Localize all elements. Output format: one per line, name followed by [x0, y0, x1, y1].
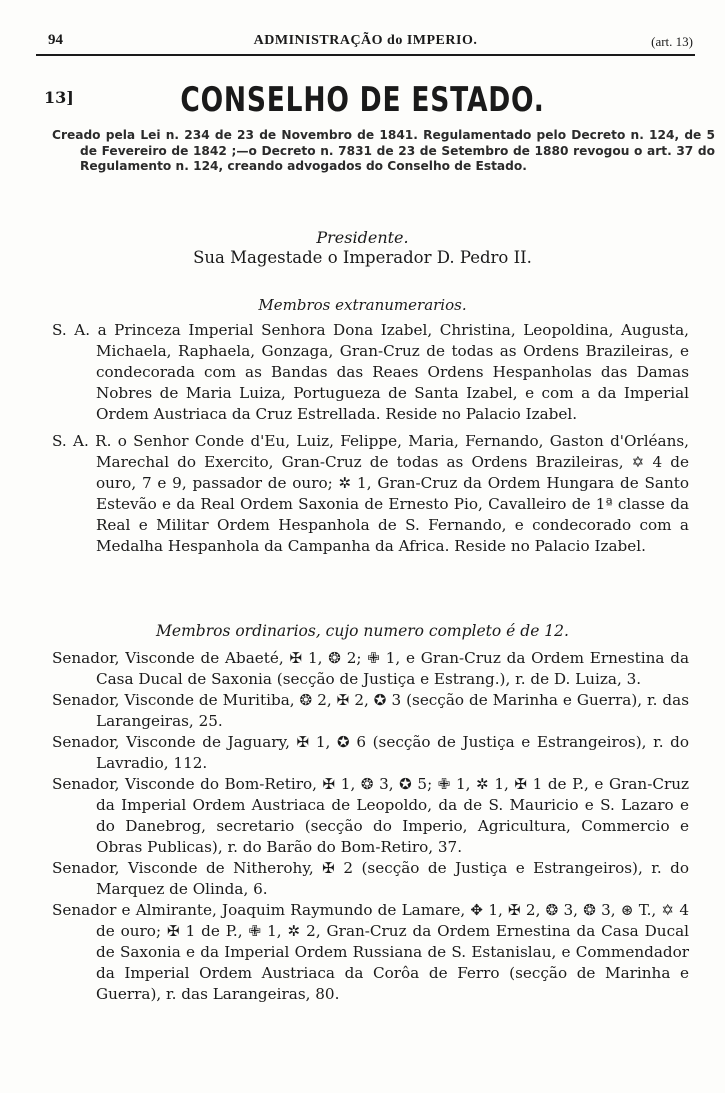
subheading-ordinarios: Membros ordinarios, cujo numero completo é de 12. — [156, 622, 569, 640]
presidente-name: Sua Magestade o Imperador D. Pedro II. — [193, 248, 532, 267]
article-ref: (art. 13) — [651, 34, 693, 49]
list-item: Senador e Almirante, Joaquim Raymundo de Lamare, ✥ 1, ✠ 2, ❂ 3, ❂ 3, ⊛ T., ✡ 4 de ouro; ✠ 1 de P., ✙ 1, ✲ 2, Gran-Cruz da Ordem Ernestina da Casa Ducal de Saxonia e da Imperial Ordem Russiana de S. Estanislau, e Commendador da Imperial Ordem Austriaca da Corôa de Ferro (secção de Marinha e Guerra), r. das Larangeiras, 80. — [52, 901, 689, 1003]
list-item: Senador, Visconde do Bom-Retiro, ✠ 1, ❂ 3, ✪ 5; ✙ 1, ✲ 1, ✠ 1 de P., e Gran-Cruz da Imperial Ordem Austriaca de Leopoldo, da de S. Mauricio e S. Lazaro e do Danebrog, secretario (secção do Imperio, Agricultura, Commercio e Obras Publicas), r. do Barão do Bom-Retiro, 37. — [52, 775, 689, 856]
list-item: Senador, Visconde de Muritiba, ❂ 2, ✠ 2, ✪ 3 (secção de Marinha e Guerra), r. das Larangeiras, 25. — [52, 691, 689, 730]
section-intro: Creado pela Lei n. 234 de 23 de Novembro de 1841. Regulamentado pelo Decreto n. 124, de 5 de Fevereiro de 1842 ;—o Decreto n. 7831 de 23 de Setembro de 1880 revogou o art. 37 do Regulamento n. 124, creando advogados do Conselho de Estado. — [52, 128, 715, 173]
section-number: 13] — [44, 88, 74, 107]
page-number: 94 — [48, 32, 63, 48]
subheading-presidente: Presidente. — [316, 228, 409, 247]
running-title: ADMINISTRAÇÃO do IMPERIO. — [253, 33, 478, 48]
ordinarios-list — [52, 648, 689, 1005]
page-title: CONSELHO DE ESTADO. — [180, 80, 545, 120]
extranumerarios-list — [52, 320, 689, 563]
running-head — [36, 32, 695, 56]
list-item: S. A. a Princeza Imperial Senhora Dona Izabel, Christina, Leopoldina, Augusta, Michaela, Raphaela, Gonzaga, Gran-Cruz de todas as Ordens Brazileiras, e condecorada com as Bandas das Reaes Ordens Hespanholas das Damas Nobres de Maria Luiza, Portugueza de Santa Izabel, e com a da Imperial Ordem Austriaca da Cruz Estrellada. Reside no Palacio Izabel. — [52, 321, 689, 423]
list-item: Senador, Visconde de Abaeté, ✠ 1, ❂ 2; ✙ 1, e Gran-Cruz da Ordem Ernestina da Casa Ducal de Saxonia (secção de Justiça e Estrang.), r. de D. Luiza, 3. — [52, 649, 689, 688]
list-item: Senador, Visconde de Nitherohy, ✠ 2 (secção de Justiça e Estrangeiros), r. do Marquez de Olinda, 6. — [52, 859, 689, 898]
subheading-extranumerarios: Membros extranumerarios. — [258, 296, 467, 314]
list-item: Senador, Visconde de Jaguary, ✠ 1, ✪ 6 (secção de Justiça e Estrangeiros), r. do Lavradio, 112. — [52, 733, 689, 772]
list-item: S. A. R. o Senhor Conde d'Eu, Luiz, Felippe, Maria, Fernando, Gaston d'Orléans, Marechal do Exercito, Gran-Cruz de todas as Ordens Brazileiras, ✡ 4 de ouro, 7 e 9, passador de ouro; ✲ 1, Gran-Cruz da Ordem Hungara de Santo Estevão e da Real Ordem Saxonia de Ernesto Pio, Cavalleiro de 1ª classe da Real e Militar Ordem Hespanhola de S. Fernando, e condecorado com a Medalha Hespanhola da Campanha da Africa. Reside no Palacio Izabel. — [52, 432, 689, 555]
